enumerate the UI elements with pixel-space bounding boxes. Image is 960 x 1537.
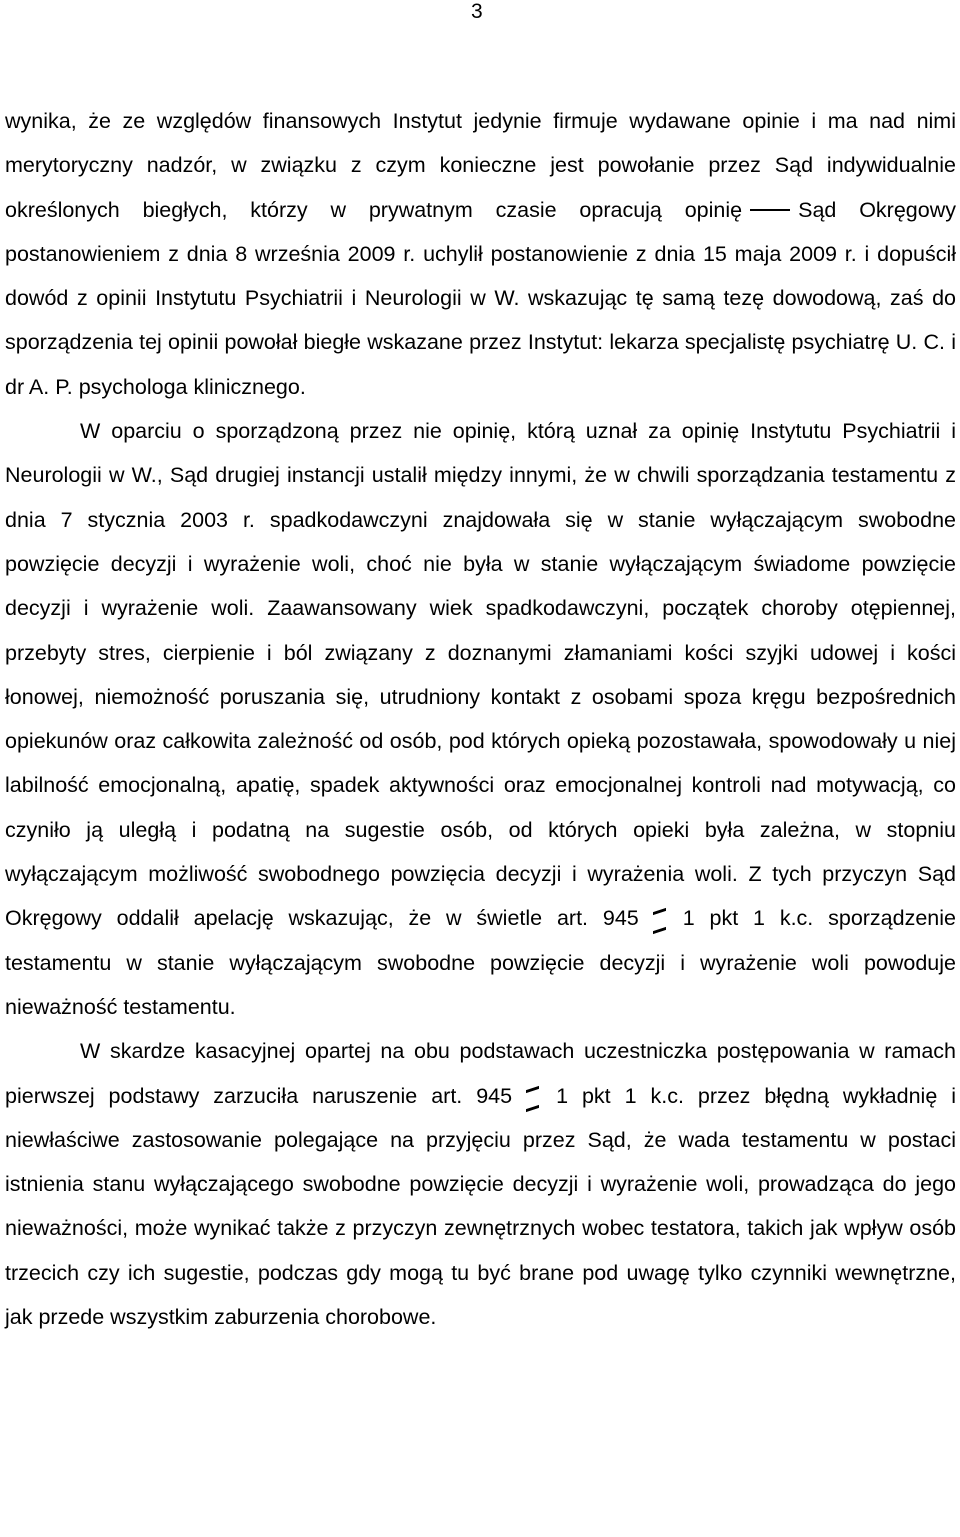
paragraph-3-text-a: W skardze kasacyjnej opartej na obu podstawach uczestniczka postępowania w ramach pierwszej podstawy zarzuciła naruszenie art. 945: [5, 1039, 956, 1108]
paragraph-1-text-a: wynika, że ze względów finansowych Instytut jedynie firmuje wydawane opinie i ma nad nimi merytoryczny nadzór, w związku z czym konieczne jest powołanie przez Sąd indywidualnie określonych biegłych, którzy w prywatnym czasie opracują opinię: [5, 109, 956, 222]
paragraph-2-text-b: 1 pkt 1 k.c. sporządzenie testamentu w stanie wyłączającym swobodne powzięcie decyzji i wyrażenie woli powoduje nieważność testamentu.: [5, 906, 956, 1019]
section-sign-icon: [651, 907, 669, 929]
paragraph-3-text-b: 1 pkt 1 k.c. przez błędną wykładnię i niewłaściwe zastosowanie polegające na przyjęciu przez Sąd, że wada testamentu w postaci istnienia stanu wyłączającego swobodne powzięcie decyzji i wyrażenie woli, prowadząca do jego nieważności, może wynikać także z przyczyn zewnętrznych wobec testatora, takich jak wpływ osób trzecich czy ich sugestie, podczas gdy mogą tu być brane pod uwagę tylko czynniki wewnętrzne, jak przede wszystkim zaburzenia chorobowe.: [5, 1083, 956, 1330]
page-number: 3: [471, 0, 483, 23]
paragraph-2: [5, 409, 956, 1029]
paragraph-3: [5, 1029, 956, 1339]
dash-mark: [750, 209, 790, 211]
paragraph-2-text-a: W oparciu o sporządzoną przez nie opinię, którą uznał za opinię Instytutu Psychiatrii i Neurologii w W., Sąd drugiej instancji ustalił między innymi, że w chwili sporządzania testamentu z dnia 7 stycznia 2003 r. spadkodawczyni znajdowała się w stanie wyłączającym swobodne powzięcie decyzji i wyrażenie woli, choć nie była w stanie wyłączającym świadome powzięcie decyzji i wyrażenie woli. Zaawansowany wiek spadkodawczyni, początek choroby otępiennej, przebyty stres, cierpienie i ból związany z doznanymi złamaniami kości szyjki udowej i kości łonowej, niemożność poruszania się, utrudniony kontakt z osobami spoza kręgu bezpośrednich opiekunów oraz całkowita zależność od osób, pod których opieką pozostawała, spowodowały u niej labilność emocjonalną, apatię, spadek aktywności oraz emocjonalnej kontroli nad motywacją, co czyniło ją uległą i podatną na sugestie osób, od których opieki była zależna, w stopniu wyłączającym możliwość swobodnego powzięcia decyzji i wyrażenia woli. Z tych przyczyn Sąd Okręgowy oddalił apelację wskazując, że w świetle art. 945: [5, 419, 956, 931]
section-sign-icon: [524, 1085, 542, 1107]
paragraph-1: [5, 99, 956, 409]
document-body: [5, 99, 956, 1339]
paragraph-1-text-b: Sąd Okręgowy postanowieniem z dnia 8 września 2009 r. uchylił postanowienie z dnia 15 maja 2009 r. i dopuścił dowód z opinii Instytutu Psychiatrii i Neurologii w W. wskazując tę samą tezę dowodową, zaś do sporządzenia tej opinii powołał biegłe wskazane przez Instytut: lekarza specjalistę psychiatrę U. C. i dr A. P. psychologa klinicznego.: [5, 197, 956, 399]
